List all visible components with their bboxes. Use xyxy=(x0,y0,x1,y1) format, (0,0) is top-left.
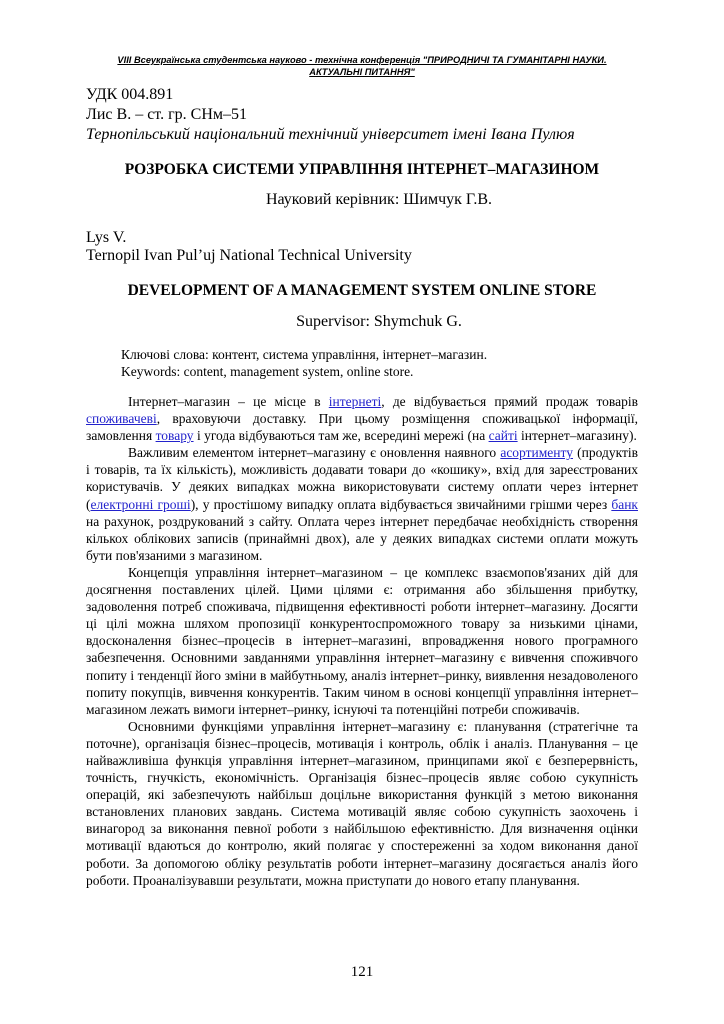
p1-text-3: , враховуючи доставку. При цьому розміщення споживацької інформації, замовлення xyxy=(86,411,638,444)
paper-title-ua: РОЗРОБКА СИСТЕМИ УПРАВЛІННЯ ІНТЕРНЕТ–МАГАЗИНОМ xyxy=(124,161,600,178)
supervisor-ua: Науковий керівник: Шимчук Г.В. xyxy=(265,191,493,208)
keywords-ua: Ключові слова: контент, система управління, інтернет–магазин. xyxy=(121,347,488,362)
conference-header-line1: VIII Всеукраїнська студентська науково - технічна конференція "ПРИРОДНИЧІ ТА ГУМАНІТАРНІ НАУКИ. xyxy=(117,55,607,65)
conference-header-line2: АКТУАЛЬНІ ПИТАННЯ" xyxy=(309,67,415,77)
page-number: 121 xyxy=(350,964,374,980)
p2-text-3: ), у простішому випадку оплата відбувається звичайними грішми через xyxy=(190,496,612,512)
p1-text-4: і угода відбуваються там же, всередині мережі (на xyxy=(193,428,489,444)
author-en: Lys V. xyxy=(86,229,127,246)
link-electronic-money[interactable]: електронні гроші xyxy=(90,496,191,512)
p2-text-1: Важливим елементом інтернет–магазину є оновлення наявного xyxy=(128,445,501,461)
supervisor-en: Supervisor: Shymchuk G. xyxy=(296,313,462,330)
article-body xyxy=(86,393,638,889)
p1-text-5: інтернет–магазину). xyxy=(517,428,637,444)
university-ua: Тернопільський національний технічний університет імені Івана Пулюя xyxy=(86,126,575,143)
paragraph-3: Концепція управління інтернет–магазином – це комплекс взаємопов'язаних дій для досягнення поставлених цілей. Цими цілями є: отримання або збільшення прибутку, задоволення потреб споживача, підвищення ефективності роботи інтернет–магазину. Досягти ці цілі можна шляхом пропозиції конкурентоспроможного товару за низькими цінами, вдосконалення бізнес–процесів в інтернет–магазині, впровадження нового програмного забезпечення. Основними завданнями управління інтернет–магазину є вивчення споживчого попиту і тенденції його зміни в майбутньому, аналіз інтернет–ринку, виявлення незадоволеного попиту покупців, вивчення конкурентів. Таким чином в основі концепції управління інтернет–магазином лежать вимоги інтернет–ринку, існуючі та потенційні потреби споживачів. xyxy=(86,564,638,717)
university-en: Ternopil Ivan Pul’uj National Technical University xyxy=(86,247,412,264)
paragraph-4: Основними функціями управління інтернет–магазину є: планування (стратегічне та поточне), організація бізнес–процесів, мотивація і контроль, облік і аналіз. Планування – це найважливіша функція управління інтернет–магазином, принципами якої є безперервність, точність, гнучкість, економічність. Організація бізнес–процесів являє собою сукупність операцій, які забезпечують найбільш доцільне використання функцій з метою виконання встановлених планових завдань. Система мотивацій являє собою сукупність заохочень і винагород за виконання певної роботи з найбільшою ефективністю. Для визначення оцінки мотивації вдаються до контролю, який полягає у спостереженні за ходом виконання даної роботи. За допомогою обліку результатів роботи інтернет–магазину досягається аналіз його роботи. Проаналізувавши результати, можна приступати до нового етапу планування. xyxy=(86,718,638,888)
link-bank[interactable]: банк xyxy=(611,496,638,512)
conference-header xyxy=(95,54,629,78)
link-assortment[interactable]: асортименту xyxy=(500,445,573,461)
link-goods[interactable]: товару xyxy=(155,428,194,444)
link-site[interactable]: сайті xyxy=(488,428,518,444)
paragraph-2 xyxy=(86,444,638,564)
p2-text-2: (продуктів і товарів, та їх кількість), можливість додавати товари до «кошику», вхід для зареєстрованих користувачів. У деяких випадках можна використовувати систему оплати через інтернет ( xyxy=(86,445,638,512)
udk-code: УДК 004.891 xyxy=(86,86,174,103)
p1-text-1: Інтернет–магазин – це місце в xyxy=(128,394,329,409)
link-internet[interactable]: інтернеті xyxy=(328,394,382,409)
paragraph-1 xyxy=(86,393,638,444)
link-consumer[interactable]: споживачеві xyxy=(86,411,157,427)
paper-title-en: DEVELOPMENT OF A MANAGEMENT SYSTEM ONLINE STORE xyxy=(127,282,597,299)
author-ua: Лис В. – ст. гр. СНм–51 xyxy=(86,106,247,123)
keywords-en: Keywords: content, management system, online store. xyxy=(121,364,414,379)
p2-text-4: на рахунок, роздрукований з сайту. Оплата через інтернет передбачає необхідність створення кількох облікових записів (принаймні двох), але у деяких випадках системи оплати можуть бути пов'язаними з магазином. xyxy=(86,513,638,563)
p1-text-2: , де відбувається прямий продаж товарів xyxy=(381,394,638,409)
